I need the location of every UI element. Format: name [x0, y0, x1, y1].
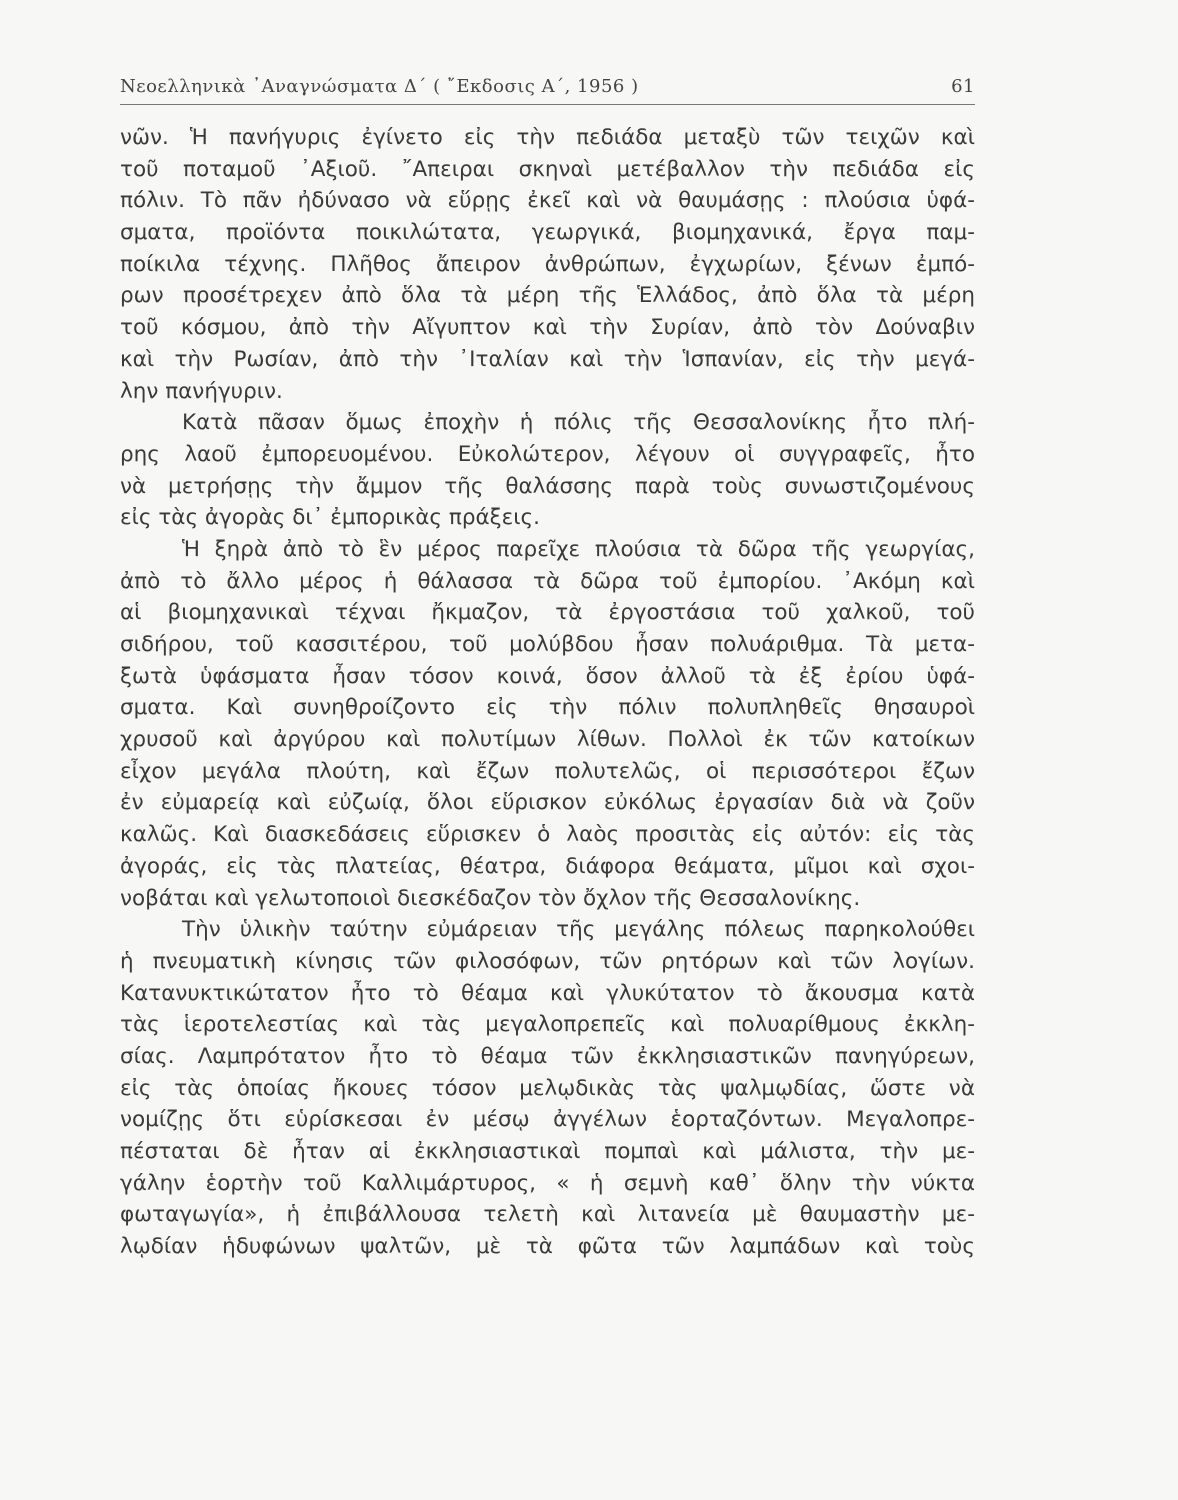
- text-line: καὶ τὴν Ρωσίαν, ἀπὸ τὴν ᾿Ιταλίαν καὶ τὴν Ἱσπανίαν, εἰς τὴν μεγά-: [120, 346, 975, 372]
- running-title: Νεοελληνικὰ ᾿Αναγνώσματα Δ΄ ( ῎Εκδοσις Α΄, 1956 ): [120, 76, 639, 97]
- text-line: εἶχον μεγάλα πλούτη, καὶ ἔζων πολυτελῶς, οἱ περισσότεροι ἔζων: [120, 758, 975, 784]
- text-line: εἰς τὰς ἀγορὰς δι᾿ ἐμπορικὰς πράξεις.: [120, 505, 540, 531]
- text-line: γάλην ἑορτὴν τοῦ Καλλιμάρτυρος, « ἡ σεμνὴ καθ᾿ ὅλην τὴν νύκτα: [120, 1170, 975, 1196]
- page-header: [120, 74, 975, 105]
- text-line: νοβάται καὶ γελωτοποιοὶ διεσκέδαζον τὸν ὄχλον τῆς Θεσσαλονίκης.: [120, 885, 861, 911]
- text-line: ἡ πνευματικὴ κίνησις τῶν φιλοσόφων, τῶν ρητόρων καὶ τῶν λογίων.: [120, 948, 975, 974]
- text-line: ρων προσέτρεχεν ἀπὸ ὅλα τὰ μέρη τῆς Ἑλλάδος, ἀπὸ ὅλα τὰ μέρη: [120, 283, 975, 309]
- text-line: πέσταται δὲ ἦταν αἱ ἐκκλησιαστικαὶ πομπαὶ καὶ μάλιστα, τὴν με-: [120, 1139, 975, 1164]
- text-line: αἱ βιομηχανικαὶ τέχναι ἤκμαζον, τὰ ἐργοστάσια τοῦ χαλκοῦ, τοῦ: [120, 600, 975, 626]
- text-line: σιδήρου, τοῦ κασσιτέρου, τοῦ μολύβδου ἦσαν πολυάριθμα. Τὰ μετα-: [120, 632, 975, 657]
- text-line: Τὴν ὑλικὴν ταύτην εὐμάρειαν τῆς μεγάλης πόλεως παρηκολούθει: [182, 917, 975, 943]
- text-line: ἀπὸ τὸ ἄλλο μέρος ἡ θάλασσα τὰ δῶρα τοῦ ἐμπορίου. ᾿Ακόμη καὶ: [120, 568, 975, 594]
- text-line: σματα. Καὶ συνηθροίζοντο εἰς τὴν πόλιν πολυπληθεῖς θησαυροὶ: [120, 695, 975, 721]
- text-line: τοῦ ποταμοῦ ᾿Αξιοῦ. ῎Απειραι σκηναὶ μετέβαλλον τὴν πεδιάδα εἰς: [120, 156, 975, 182]
- text-line: νομίζῃς ὅτι εὑρίσκεσαι ἐν μέσῳ ἀγγέλων ἑορταζόντων. Μεγαλοπρε-: [120, 1107, 975, 1133]
- text-line: εἰς τὰς ὁποίας ἤκουες τόσον μελῳδικὰς τὰς ψαλμῳδίας, ὥστε νὰ: [120, 1075, 975, 1101]
- text-line: καλῶς. Καὶ διασκεδάσεις εὕρισκεν ὁ λαὸς προσιτὰς εἰς αὐτόν: εἰς τὰς: [120, 822, 975, 848]
- text-line: Κατὰ πᾶσαν ὅμως ἐποχὴν ἡ πόλις τῆς Θεσσαλονίκης ἦτο πλή-: [182, 410, 975, 436]
- page-number: 61: [951, 76, 975, 97]
- text-line: σματα, προϊόντα ποικιλώτατα, γεωργικά, βιομηχανικά, ἔργα παμ-: [120, 220, 975, 246]
- text-line: νὰ μετρήσῃς τὴν ἄμμον τῆς θαλάσσης παρὰ τοὺς συνωστιζομένους: [120, 473, 975, 499]
- text-line: χρυσοῦ καὶ ἀργύρου καὶ πολυτίμων λίθων. Πολλοὶ ἐκ τῶν κατοίκων: [120, 727, 975, 753]
- text-line: ποίκιλα τέχνης. Πλῆθος ἄπειρον ἀνθρώπων, ἐγχωρίων, ξένων ἐμπό-: [120, 251, 975, 277]
- text-line: Κατανυκτικώτατον ἦτο τὸ θέαμα καὶ γλυκύτατον τὸ ἄκουσμα κατὰ: [120, 980, 975, 1006]
- text-line: ξωτὰ ὑφάσματα ἦσαν τόσον κοινά, ὅσον ἀλλοῦ τὰ ἐξ ἐρίου ὑφά-: [120, 663, 975, 689]
- text-line: λην πανήγυριν.: [120, 378, 283, 404]
- text-line: νῶν. Ἡ πανήγυρις ἐγίνετο εἰς τὴν πεδιάδα μεταξὺ τῶν τειχῶν καὶ: [120, 125, 975, 150]
- body-text: [120, 122, 975, 1263]
- text-line: λῳδίαν ἡδυφώνων ψαλτῶν, μὲ τὰ φῶτα τῶν λαμπάδων καὶ τοὺς: [120, 1234, 975, 1260]
- text-line: Ἡ ξηρὰ ἀπὸ τὸ ἓν μέρος παρεῖχε πλούσια τὰ δῶρα τῆς γεωργίας,: [182, 536, 975, 562]
- text-line: τοῦ κόσμου, ἀπὸ τὴν Αἴγυπτον καὶ τὴν Συρίαν, ἀπὸ τὸν Δούναβιν: [120, 315, 975, 341]
- text-line: πόλιν. Τὸ πᾶν ἠδύνασο νὰ εὕρῃς ἐκεῖ καὶ νὰ θαυμάσῃς : πλούσια ὑφά-: [120, 188, 975, 214]
- text-line: ἀγοράς, εἰς τὰς πλατείας, θέατρα, διάφορα θεάματα, μῖμοι καὶ σχοι-: [120, 853, 975, 879]
- text-line: σίας. Λαμπρότατον ἦτο τὸ θέαμα τῶν ἐκκλησιαστικῶν πανηγύρεων,: [120, 1043, 975, 1069]
- text-line: τὰς ἱεροτελεστίας καὶ τὰς μεγαλοπρεπεῖς καὶ πολυαρίθμους ἐκκλη-: [120, 1012, 975, 1038]
- text-line: ἐν εὐμαρείᾳ καὶ εὐζωίᾳ, ὅλοι εὕρισκον εὐκόλως ἐργασίαν διὰ νὰ ζοῦν: [120, 790, 975, 816]
- text-line: ρης λαοῦ ἐμπορευομένου. Εὐκολώτερον, λέγουν οἱ συγγραφεῖς, ἦτο: [120, 441, 975, 467]
- text-line: φωταγωγία», ἡ ἐπιβάλλουσα τελετὴ καὶ λιτανεία μὲ θαυμαστὴν με-: [120, 1202, 975, 1228]
